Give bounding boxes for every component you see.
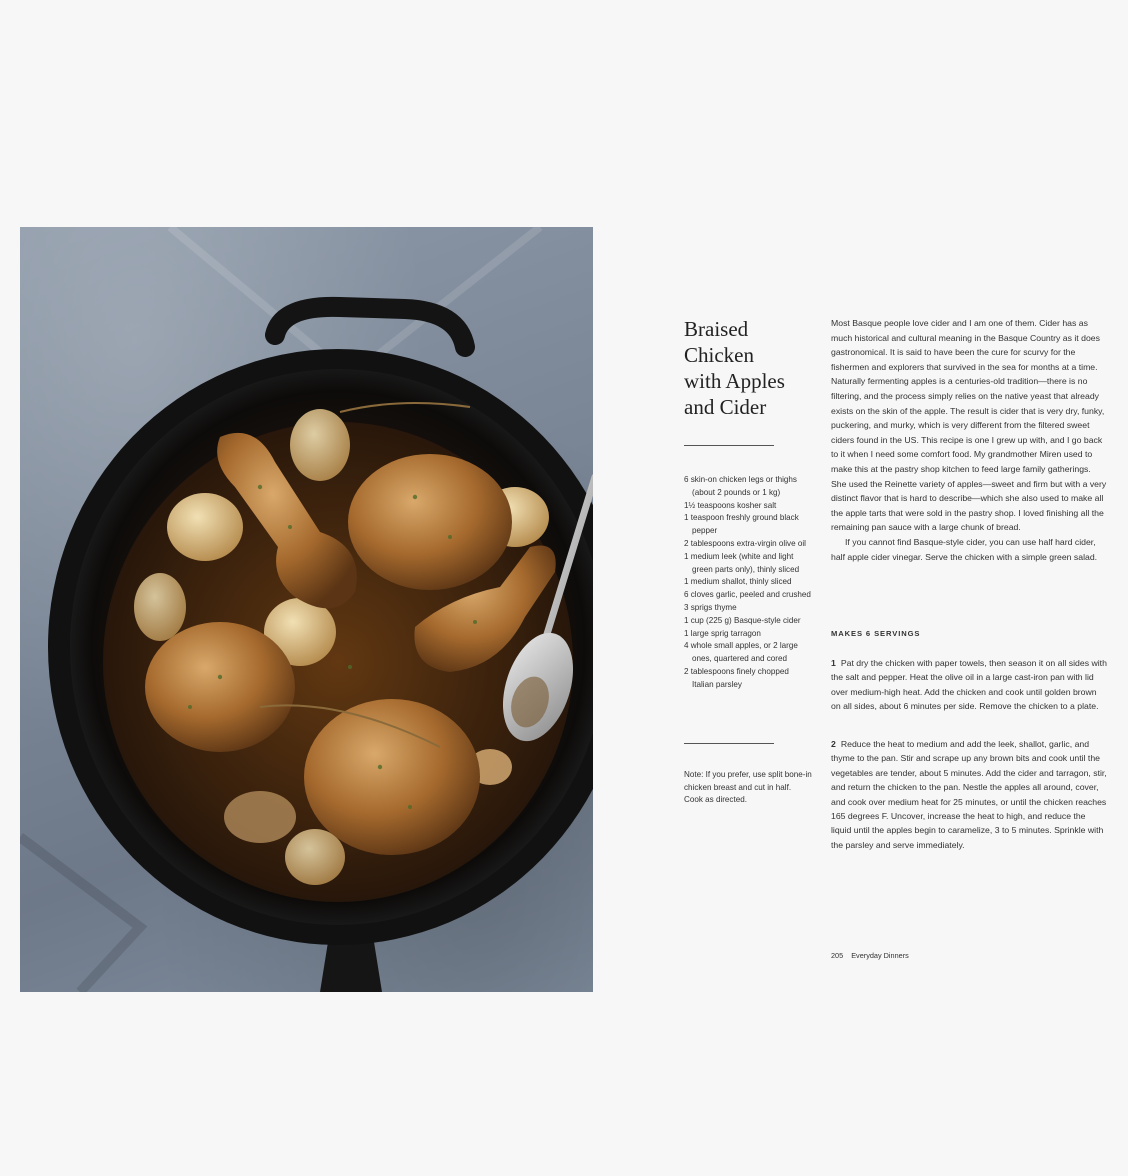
ingredient-list [684, 474, 812, 692]
title-line: Braised [684, 317, 749, 341]
step-number: 2 [831, 739, 836, 749]
skillet-illustration [20, 227, 593, 992]
ingredient-item: 1 cup (225 g) Basque-style cider [684, 615, 801, 625]
ingredient-item: 1 medium shallot, thinly sliced [684, 577, 792, 587]
ingredient-item: 6 cloves garlic, peeled and crushed [684, 590, 811, 600]
title-line: with Apples [684, 369, 785, 393]
step-text: Pat dry the chicken with paper towels, then season it on all sides with the salt and pepper. Heat the olive oil in a large cast-iron pan with lid over medium-high heat. Add the chicken and cook until golden brown on all sides, about 6 minutes per side. Remove the chicken to a plate. [831, 658, 1107, 712]
section-name: Everyday Dinners [851, 951, 909, 960]
title-divider [684, 445, 774, 446]
step-number: 1 [831, 658, 836, 668]
ingredient-item: 3 sprigs thyme [684, 602, 737, 612]
title-line: and Cider [684, 395, 767, 419]
ingredient-item: 1 teaspoon freshly ground black pepper [684, 513, 799, 536]
title-line: Chicken [684, 343, 754, 367]
page-number: 205 [831, 951, 844, 960]
recipe-photo [20, 227, 593, 992]
intro-paragraph: If you cannot find Basque-style cider, you can use half hard cider, half apple cider vinegar. Serve the chicken with a simple green salad. [831, 536, 1098, 562]
method-step [831, 656, 1107, 714]
recipe-note: Note: If you prefer, use split bone-in chicken breast and cut in half. Cook as directed. [684, 770, 812, 804]
ingredient-item: 1 large sprig tarragon [684, 628, 761, 638]
ingredients-divider [684, 743, 774, 744]
ingredient-item: 1 medium leek (white and light green parts only), thinly sliced [684, 551, 800, 574]
ingredient-item: 1½ teaspoons kosher salt [684, 500, 777, 510]
step-text: Reduce the heat to medium and add the leek, shallot, garlic, and thyme to the pan. Stir and scrape up any brown bits and cook until the vegetables are tender, about 5 minutes. Add the cider and tarragon, stir, and return the chicken to the pan. Nestle the apples all around, cover, and cook over medium heat for 25 minutes, or until the chicken reaches 165 degrees F. Uncover, increase the heat to high, and reduce the liquid until the apples begin to caramelize, 3 to 5 minutes. Sprinkle with the parsley and serve immediately. [831, 739, 1107, 850]
servings-label: MAKES 6 SERVINGS [831, 629, 921, 638]
method-step [831, 737, 1107, 852]
intro-paragraph: Most Basque people love cider and I am one of them. Cider has as much historical and cultural meaning in the Basque Country as it does gastronomical. It is said to have been the cure for scurvy for the fishermen and explorers that survived in the sea for months at a time. Naturally fermenting apples is a centuries-old tradition—there is no filtering, and the process simply relies on the native yeast that already exists on the skin of the apple. The result is cider that is very dry, funky, puckering, and murky, which is very different from the filtered sweet ciders found in the US. This recipe is one I grew up with, and I go back to it when I need some comfort food. My grandmother Miren used to make this at the pastry shop kitchen to feed large family gatherings. She used the Reinette variety of apples—sweet and firm but with a very distinct flavor that is hard to describe—which she also used to make all the apple tarts that were sold in the pastry shop. I loved finishing all the remaining pan sauce with a large chunk of bread. [831, 318, 1107, 533]
ingredient-item: 2 tablespoons finely chopped Italian parsley [684, 666, 789, 689]
page-footer [831, 951, 909, 960]
recipe-intro [831, 316, 1107, 564]
recipe-title [684, 316, 824, 420]
ingredient-item: 2 tablespoons extra-virgin olive oil [684, 538, 806, 548]
ingredient-item: 6 skin-on chicken legs or thighs (about 2 pounds or 1 kg) [684, 475, 797, 497]
ingredient-item: 4 whole small apples, or 2 large ones, quartered and cored [684, 641, 798, 664]
